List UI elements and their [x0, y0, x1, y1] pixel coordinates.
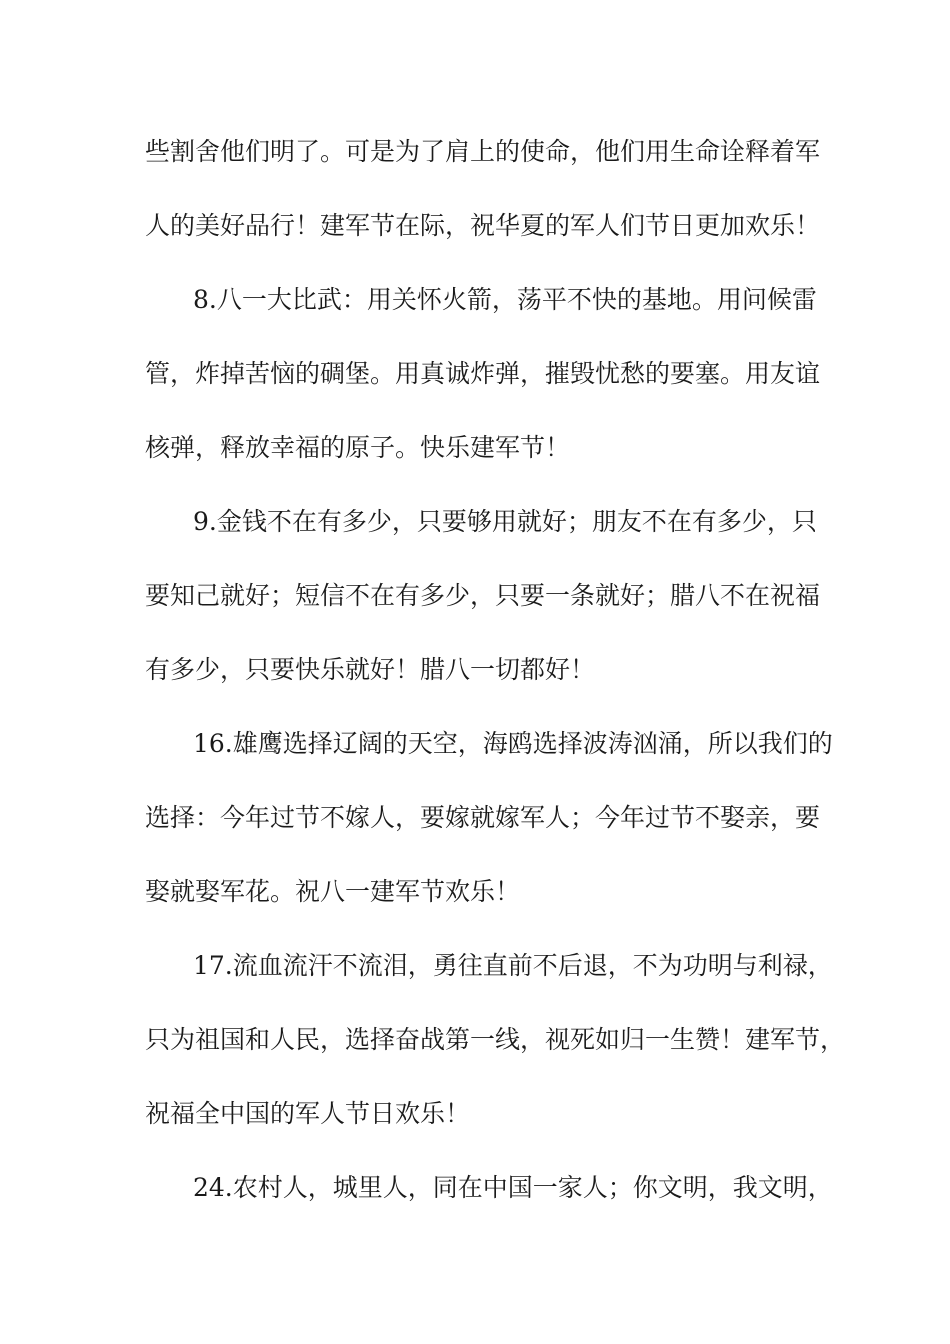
text-line: 8.八一大比武：用关怀火箭，荡平不快的基地。用问候雷 — [193, 285, 817, 314]
text-line: 核弹，释放幸福的原子。快乐建军节！ — [145, 433, 571, 462]
text-line: 16.雄鹰选择辽阔的天空，海鸥选择波涛汹涌，所以我们的 — [193, 729, 833, 758]
text-line: 人的美好品行！建军节在际，祝华夏的军人们节日更加欢乐！ — [145, 211, 821, 240]
text-line: 17.流血流汗不流泪，勇往直前不后退，不为功明与利禄， — [193, 951, 833, 980]
text-line: 选择：今年过节不嫁人，要嫁就嫁军人；今年过节不娶亲，要 — [145, 803, 821, 832]
text-line: 24.农村人，城里人，同在中国一家人；你文明，我文明， — [193, 1173, 833, 1202]
text-line: 些割舍他们明了。可是为了肩上的使命，他们用生命诠释着军 — [145, 137, 821, 166]
text-line: 娶就娶军花。祝八一建军节欢乐！ — [145, 877, 521, 906]
text-line: 9.金钱不在有多少，只要够用就好；朋友不在有多少，只 — [193, 507, 817, 536]
text-line: 祝福全中国的军人节日欢乐！ — [145, 1099, 471, 1128]
document-body — [145, 125, 846, 1235]
text-line: 要知己就好；短信不在有多少，只要一条就好；腊八不在祝福 — [145, 581, 821, 610]
text-line: 有多少，只要快乐就好！腊八一切都好！ — [145, 655, 596, 684]
text-line: 只为祖国和人民，选择奋战第一线，视死如归一生赞！建军节， — [145, 1025, 846, 1054]
text-line: 管，炸掉苦恼的碉堡。用真诚炸弹，摧毁忧愁的要塞。用友谊 — [145, 359, 821, 388]
